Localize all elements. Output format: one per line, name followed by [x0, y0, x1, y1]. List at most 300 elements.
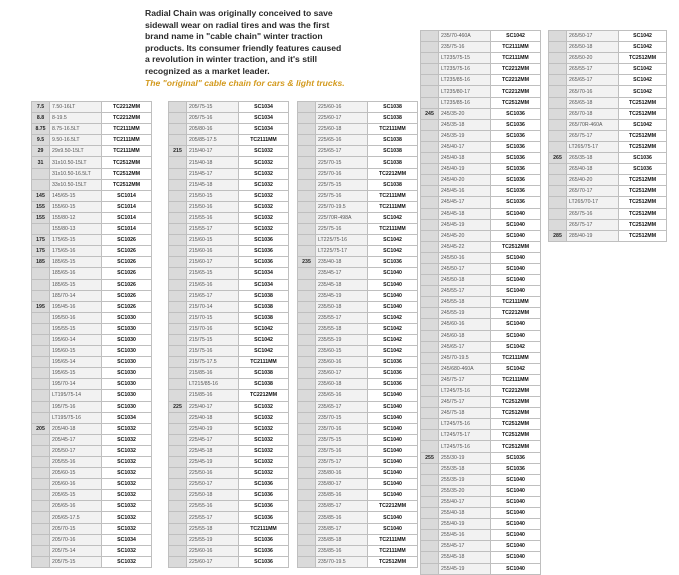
- section-width-cell: [169, 523, 187, 534]
- section-width-cell: [421, 42, 439, 53]
- chain-code-cell: SC1030: [102, 368, 152, 379]
- table-row: [32, 434, 152, 445]
- table-row: [421, 519, 541, 530]
- tire-size-cell: 215/75-15: [187, 334, 239, 345]
- section-width-cell: [421, 141, 439, 152]
- table-row: [298, 146, 418, 157]
- table-row: [32, 257, 152, 268]
- tire-size-cell: 225/70-19.5: [316, 201, 368, 212]
- table-row: [169, 113, 289, 124]
- chain-code-cell: SC1040: [491, 496, 541, 507]
- tire-size-cell: 175/65-16: [50, 246, 102, 257]
- tire-size-cell: 225/45-17: [187, 434, 239, 445]
- chain-code-cell: SC1040: [491, 508, 541, 519]
- chain-code-cell: SC1036: [491, 452, 541, 463]
- chain-code-cell: SC1040: [368, 301, 418, 312]
- section-width-cell: [421, 563, 439, 574]
- chain-code-cell: SC1042: [491, 363, 541, 374]
- chain-code-cell: SC1030: [102, 379, 152, 390]
- table-row: [169, 445, 289, 456]
- chain-code-cell: TC2111MM: [368, 201, 418, 212]
- tire-size-cell: 195/75-16: [50, 401, 102, 412]
- table-row: [32, 468, 152, 479]
- section-width-cell: [421, 31, 439, 42]
- chain-code-cell: SC1030: [102, 346, 152, 357]
- tire-size-cell: 235/45-17: [316, 268, 368, 279]
- table-row: [549, 219, 667, 230]
- section-width-cell: [169, 135, 187, 146]
- table-row: [32, 290, 152, 301]
- tire-size-cell: 245/50-18: [439, 275, 491, 286]
- section-width-cell: [421, 496, 439, 507]
- section-width-cell: [549, 108, 567, 119]
- section-width-cell: [298, 201, 316, 212]
- section-width-cell: [549, 186, 567, 197]
- section-width-cell: [421, 397, 439, 408]
- table-row: [298, 190, 418, 201]
- table-row: [298, 401, 418, 412]
- chain-code-cell: SC1040: [491, 263, 541, 274]
- table-row: [32, 113, 152, 124]
- tire-size-cell: 265/55-17: [567, 64, 619, 75]
- table-row: [169, 357, 289, 368]
- table-row: [32, 390, 152, 401]
- table-row: [298, 545, 418, 556]
- section-width-cell: [549, 197, 567, 208]
- chain-code-cell: SC1026: [102, 279, 152, 290]
- table-row: [298, 346, 418, 357]
- table-row: [169, 501, 289, 512]
- table-row: [169, 401, 289, 412]
- chain-code-cell: SC1040: [368, 512, 418, 523]
- chain-code-cell: TC2512MM: [368, 556, 418, 567]
- table-row: [549, 86, 667, 97]
- table-row: [549, 64, 667, 75]
- section-width-cell: [298, 168, 316, 179]
- chain-code-cell: SC1032: [102, 490, 152, 501]
- section-width-cell: [421, 263, 439, 274]
- table-row: [298, 168, 418, 179]
- table-row: [421, 496, 541, 507]
- section-width-cell: [298, 346, 316, 357]
- chain-code-cell: SC1040: [491, 219, 541, 230]
- section-width-cell: [421, 474, 439, 485]
- section-width-cell: [549, 219, 567, 230]
- chain-code-cell: SC1042: [619, 42, 667, 53]
- section-width-cell: 155: [32, 201, 50, 212]
- chain-code-cell: TC2212MM: [491, 386, 541, 397]
- tire-size-cell: 245/40-20: [439, 175, 491, 186]
- section-width-cell: [169, 301, 187, 312]
- section-width-cell: [421, 341, 439, 352]
- tire-size-cell: LT235/85-16: [439, 75, 491, 86]
- chain-code-cell: TC2111MM: [239, 135, 289, 146]
- tire-size-cell: 265/50-17: [567, 31, 619, 42]
- section-width-cell: [298, 501, 316, 512]
- section-width-cell: [169, 423, 187, 434]
- section-width-cell: [169, 157, 187, 168]
- tire-size-cell: 245/45-16: [439, 186, 491, 197]
- section-width-cell: [421, 330, 439, 341]
- section-width-cell: [549, 75, 567, 86]
- tire-size-cell: 265/40-20: [567, 175, 619, 186]
- table-row: [421, 141, 541, 152]
- tire-size-cell: 215/65-17: [187, 290, 239, 301]
- section-width-cell: [32, 556, 50, 567]
- section-width-cell: 175: [32, 246, 50, 257]
- chain-code-cell: TC2212MM: [239, 390, 289, 401]
- table-row: [421, 208, 541, 219]
- chain-code-cell: TC2111MM: [368, 124, 418, 135]
- section-width-cell: 185: [32, 257, 50, 268]
- tire-size-cell: 205/65-15: [50, 490, 102, 501]
- chain-code-cell: SC1034: [239, 124, 289, 135]
- chain-code-cell: SC1040: [491, 474, 541, 485]
- table-row: [298, 290, 418, 301]
- tire-size-cell: LT195/75-16: [50, 412, 102, 423]
- chain-code-cell: SC1040: [368, 479, 418, 490]
- chain-code-cell: SC1040: [368, 279, 418, 290]
- tire-size-cell: 255/30-19: [439, 452, 491, 463]
- table-row: [421, 452, 541, 463]
- section-width-cell: [421, 508, 439, 519]
- table-row: [549, 31, 667, 42]
- table-row: [32, 301, 152, 312]
- tire-size-cell: 255/40-18: [439, 508, 491, 519]
- table-row: [169, 434, 289, 445]
- chain-code-cell: SC1036: [491, 108, 541, 119]
- section-width-cell: [421, 86, 439, 97]
- table-row: [421, 441, 541, 452]
- section-width-cell: 31: [32, 157, 50, 168]
- chain-code-cell: SC1040: [491, 330, 541, 341]
- tire-size-cell: 205/60-15: [50, 468, 102, 479]
- table-row: [169, 190, 289, 201]
- chain-code-cell: SC1036: [239, 490, 289, 501]
- table-row: [32, 534, 152, 545]
- tire-size-cell: 235/45-18: [316, 279, 368, 290]
- tire-size-cell: 235/55-19: [316, 334, 368, 345]
- tire-size-cell: 145/65-15: [50, 190, 102, 201]
- section-width-cell: 29: [32, 146, 50, 157]
- tire-size-cell: 205/80-16: [187, 124, 239, 135]
- chain-code-cell: SC1032: [102, 479, 152, 490]
- section-width-cell: [421, 230, 439, 241]
- table-row: [169, 257, 289, 268]
- chain-code-cell: SC1036: [491, 463, 541, 474]
- section-width-cell: [549, 164, 567, 175]
- table-row: [32, 268, 152, 279]
- tire-size-cell: 235/60-16: [316, 357, 368, 368]
- table-row: [421, 219, 541, 230]
- tire-size-cell: 235/70-15: [316, 412, 368, 423]
- tire-size-cell: LT235/75-16: [439, 64, 491, 75]
- table-row: [421, 97, 541, 108]
- section-width-cell: [169, 556, 187, 567]
- chain-code-cell: SC1034: [102, 412, 152, 423]
- chain-code-cell: SC1030: [102, 334, 152, 345]
- chain-code-cell: TC2512MM: [619, 53, 667, 64]
- table-row: [169, 212, 289, 223]
- table-row: [298, 390, 418, 401]
- chain-code-cell: TC2512MM: [619, 97, 667, 108]
- tire-size-cell: 225/60-17: [316, 113, 368, 124]
- section-width-cell: [421, 308, 439, 319]
- chain-code-cell: SC1036: [368, 379, 418, 390]
- section-width-cell: [32, 368, 50, 379]
- table-row: [169, 135, 289, 146]
- section-width-cell: [169, 512, 187, 523]
- table-row: [421, 308, 541, 319]
- table-row: [169, 334, 289, 345]
- section-width-cell: 235: [298, 257, 316, 268]
- section-width-cell: [169, 224, 187, 235]
- section-width-cell: [421, 363, 439, 374]
- table-row: [549, 141, 667, 152]
- chain-code-cell: SC1032: [239, 168, 289, 179]
- section-width-cell: [169, 290, 187, 301]
- table-row: [169, 534, 289, 545]
- section-width-cell: 285: [549, 230, 567, 241]
- tire-size-cell: 195/45-16: [50, 301, 102, 312]
- section-width-cell: [169, 124, 187, 135]
- table-row: [421, 485, 541, 496]
- chain-code-cell: TC2212MM: [491, 75, 541, 86]
- section-width-cell: [298, 179, 316, 190]
- chain-code-cell: TC2212MM: [368, 501, 418, 512]
- tire-size-cell: 215/55-16: [187, 212, 239, 223]
- table-row: [421, 419, 541, 430]
- table-row: [298, 235, 418, 246]
- tire-size-cell: 235/80-16: [316, 468, 368, 479]
- chain-code-cell: SC1034: [239, 102, 289, 113]
- table-row: [32, 135, 152, 146]
- tire-size-cell: 245/40-19: [439, 164, 491, 175]
- table-row: [421, 175, 541, 186]
- section-width-cell: [549, 97, 567, 108]
- table-row: [421, 563, 541, 574]
- tire-size-cell: LT245/75-17: [439, 430, 491, 441]
- chain-code-cell: SC1026: [102, 235, 152, 246]
- section-width-cell: [169, 379, 187, 390]
- intro-line: Radial Chain was originally conceived to save: [145, 8, 333, 18]
- table-row: [549, 119, 667, 130]
- tire-size-cell: 215/65-15: [187, 268, 239, 279]
- tire-size-cell: 235/60-17: [316, 368, 368, 379]
- chain-code-cell: SC1042: [619, 86, 667, 97]
- section-width-cell: [169, 368, 187, 379]
- chain-code-cell: TC2111MM: [368, 224, 418, 235]
- section-width-cell: [32, 334, 50, 345]
- chain-code-cell: SC1038: [239, 379, 289, 390]
- tire-size-cell: LT195/75-14: [50, 390, 102, 401]
- chain-code-cell: TC2111MM: [368, 190, 418, 201]
- section-width-cell: [421, 352, 439, 363]
- section-width-cell: [32, 412, 50, 423]
- section-width-cell: [298, 323, 316, 334]
- tire-size-cell: 195/60-14: [50, 334, 102, 345]
- table-row: [32, 457, 152, 468]
- tire-size-cell: 215/60-17: [187, 257, 239, 268]
- table-row: [421, 42, 541, 53]
- section-width-cell: [298, 224, 316, 235]
- chain-code-cell: SC1030: [102, 323, 152, 334]
- tire-size-cell: 225/60-16: [316, 102, 368, 113]
- tire-size-cell: LT245/75-16: [439, 386, 491, 397]
- section-width-cell: 8.75: [32, 124, 50, 135]
- table-row: [549, 186, 667, 197]
- chain-code-cell: SC1042: [368, 235, 418, 246]
- section-width-cell: [169, 534, 187, 545]
- tire-size-cell: 225/75-15: [316, 179, 368, 190]
- tire-size-cell: 155/80-13: [50, 224, 102, 235]
- chain-code-cell: TC2512MM: [619, 175, 667, 186]
- tire-size-cell: 235/55-18: [316, 323, 368, 334]
- table-row: [549, 53, 667, 64]
- table-row: [32, 423, 152, 434]
- chain-code-cell: SC1038: [368, 113, 418, 124]
- tire-size-cell: 245/40-17: [439, 141, 491, 152]
- tire-size-cell: 205/75-15: [187, 102, 239, 113]
- section-width-cell: [421, 197, 439, 208]
- tire-size-cell: 235/85-17: [316, 501, 368, 512]
- chain-code-cell: SC1014: [102, 201, 152, 212]
- section-width-cell: [32, 434, 50, 445]
- tire-size-cell: LT235/85-16: [439, 97, 491, 108]
- table-row: [169, 423, 289, 434]
- tire-size-cell: 29x9.50-15LT: [50, 146, 102, 157]
- tire-size-cell: 245/45-17: [439, 197, 491, 208]
- table-row: [421, 252, 541, 263]
- section-width-cell: [169, 501, 187, 512]
- chain-code-cell: SC1038: [368, 102, 418, 113]
- chain-code-cell: SC1042: [619, 31, 667, 42]
- chain-code-cell: SC1032: [239, 401, 289, 412]
- chain-code-cell: SC1032: [239, 468, 289, 479]
- chain-code-cell: TC2212MM: [491, 308, 541, 319]
- chain-code-cell: SC1038: [239, 290, 289, 301]
- table-row: [32, 512, 152, 523]
- tire-size-cell: 245/35-18: [439, 119, 491, 130]
- tire-size-cell: 205/60-16: [50, 479, 102, 490]
- table-row: [32, 323, 152, 334]
- section-width-cell: [421, 530, 439, 541]
- chain-code-cell: SC1034: [239, 113, 289, 124]
- section-width-cell: [549, 53, 567, 64]
- section-width-cell: 215: [169, 146, 187, 157]
- section-width-cell: [32, 323, 50, 334]
- table-row: [32, 179, 152, 190]
- chain-code-cell: SC1026: [102, 301, 152, 312]
- table-row: [298, 357, 418, 368]
- chain-code-cell: SC1032: [239, 201, 289, 212]
- chain-code-cell: TC2512MM: [102, 168, 152, 179]
- section-width-cell: [298, 246, 316, 257]
- tire-size-cell: 215/45-18: [187, 179, 239, 190]
- chain-code-cell: SC1036: [368, 257, 418, 268]
- chain-code-cell: SC1040: [368, 468, 418, 479]
- section-width-cell: [298, 290, 316, 301]
- table-row: [298, 479, 418, 490]
- chain-code-cell: SC1032: [102, 523, 152, 534]
- section-width-cell: [32, 379, 50, 390]
- tire-size-cell: 205/75-16: [187, 113, 239, 124]
- section-width-cell: [421, 519, 439, 530]
- tire-size-cell: 235/85-18: [316, 534, 368, 545]
- tire-size-cell: LT215/85-16: [187, 379, 239, 390]
- table-row: [32, 102, 152, 113]
- tire-size-cell: 215/55-17: [187, 224, 239, 235]
- section-width-cell: 265: [549, 153, 567, 164]
- chain-code-cell: SC1040: [491, 319, 541, 330]
- section-width-cell: [32, 268, 50, 279]
- chain-code-cell: TC2212MM: [368, 168, 418, 179]
- section-width-cell: [298, 357, 316, 368]
- table-row: [32, 157, 152, 168]
- section-width-cell: [421, 419, 439, 430]
- tire-size-cell: 225/70-16: [316, 168, 368, 179]
- section-width-cell: [421, 541, 439, 552]
- chain-code-cell: SC1040: [491, 541, 541, 552]
- section-width-cell: [421, 430, 439, 441]
- table-row: [421, 53, 541, 64]
- table-row: [32, 479, 152, 490]
- section-width-cell: [169, 168, 187, 179]
- table-row: [169, 490, 289, 501]
- section-width-cell: [298, 545, 316, 556]
- chain-code-cell: SC1040: [368, 401, 418, 412]
- chain-code-cell: TC2512MM: [102, 157, 152, 168]
- tire-size-cell: 8.75-16.5LT: [50, 124, 102, 135]
- section-width-cell: [169, 113, 187, 124]
- section-width-cell: [421, 275, 439, 286]
- section-width-cell: [298, 412, 316, 423]
- chain-code-cell: SC1042: [368, 323, 418, 334]
- section-width-cell: [169, 412, 187, 423]
- table-row: [169, 468, 289, 479]
- tire-size-cell: LT265/75-17: [567, 141, 619, 152]
- chain-code-cell: SC1036: [239, 257, 289, 268]
- chain-code-cell: TC2512MM: [619, 197, 667, 208]
- chain-code-cell: SC1040: [491, 563, 541, 574]
- chain-code-cell: SC1040: [368, 490, 418, 501]
- section-width-cell: [421, 53, 439, 64]
- section-width-cell: [169, 279, 187, 290]
- tire-size-cell: 185/65-15: [50, 257, 102, 268]
- section-width-cell: [421, 408, 439, 419]
- table-row: [32, 523, 152, 534]
- chain-code-cell: SC1036: [239, 534, 289, 545]
- chain-code-cell: SC1032: [239, 412, 289, 423]
- section-width-cell: [32, 501, 50, 512]
- chain-code-cell: SC1032: [102, 556, 152, 567]
- table-row: [421, 330, 541, 341]
- chain-code-cell: SC1040: [368, 290, 418, 301]
- tire-size-cell: 225/55-18: [187, 523, 239, 534]
- table-row: [169, 479, 289, 490]
- chain-code-cell: SC1040: [368, 423, 418, 434]
- chain-code-cell: TC2512MM: [491, 408, 541, 419]
- tire-size-cell: 9.50-16.5LT: [50, 135, 102, 146]
- table-row: [169, 556, 289, 567]
- table-row: [298, 468, 418, 479]
- tire-size-cell: 185/65-16: [50, 268, 102, 279]
- section-width-cell: [169, 334, 187, 345]
- table-row: [421, 230, 541, 241]
- tire-size-cell: 235/50-18: [316, 301, 368, 312]
- table-row: [421, 153, 541, 164]
- tire-size-cell: 215/70-14: [187, 301, 239, 312]
